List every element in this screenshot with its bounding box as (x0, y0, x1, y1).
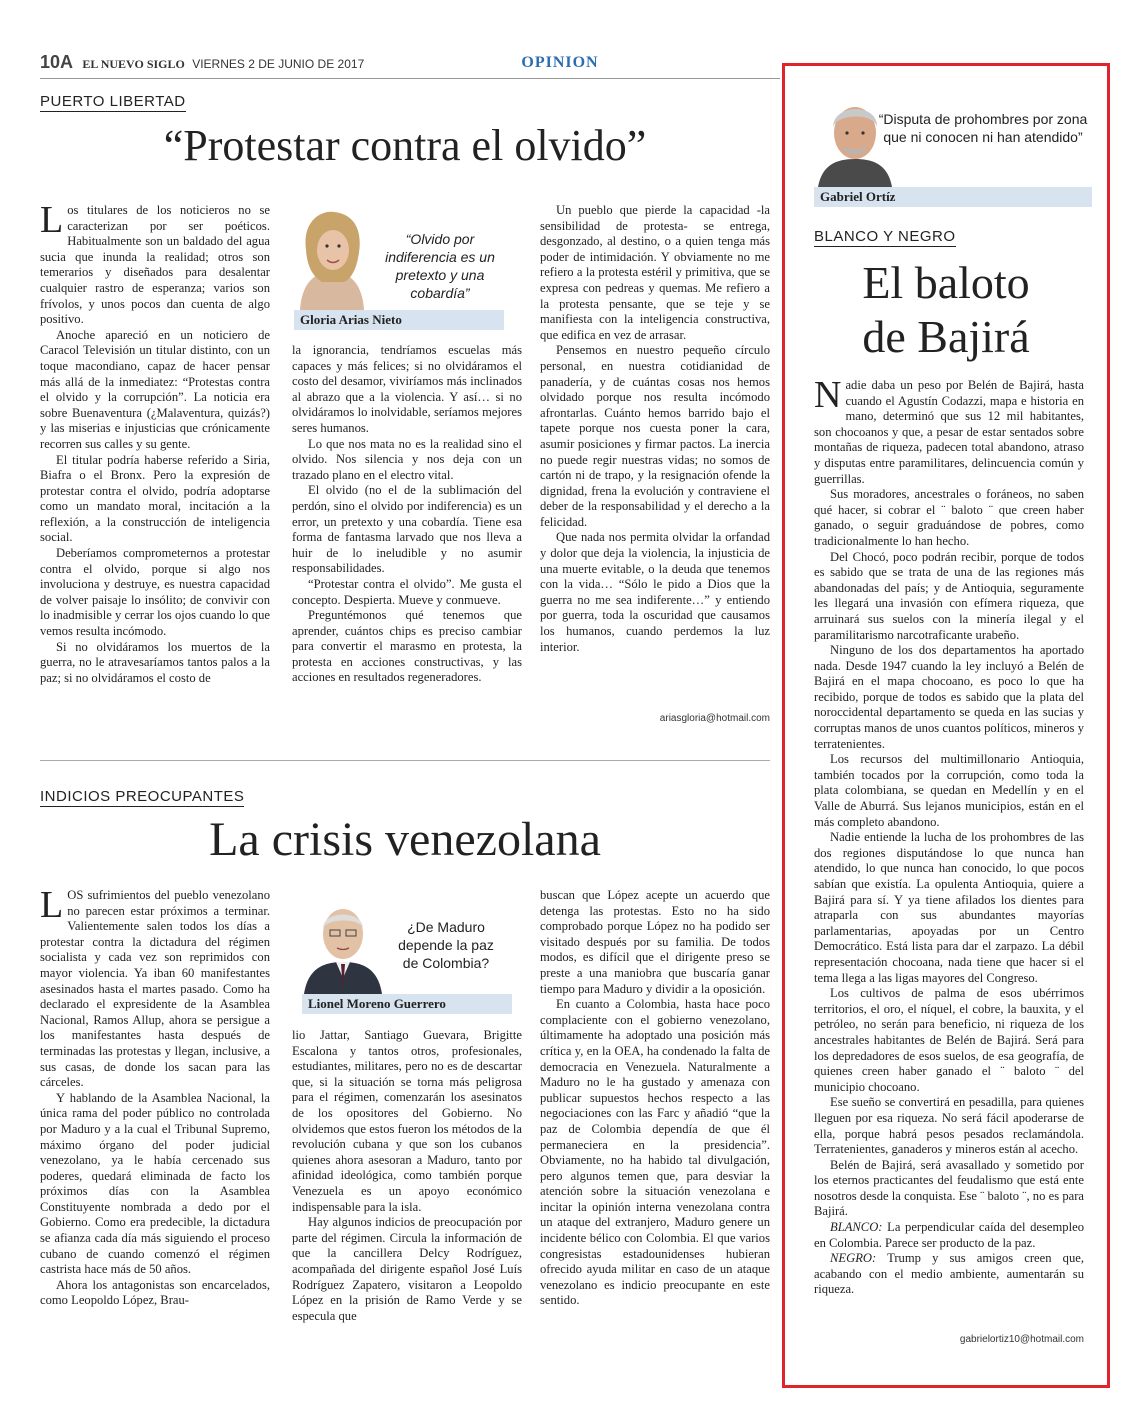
article3-email: gabrielortiz10@hotmail.com (959, 1334, 1084, 1345)
paragraph: Preguntémonos qué tenemos que aprender, cuántos chips es preciso cambiar para convertir el marasmo en protesta, la protesta en acciones constructivas, y las acciones en resultados regeneradores. (292, 608, 522, 685)
article3-body (814, 378, 1084, 1326)
paragraph: Nadie entiende la lucha de los prohombres de las dos regiones disputándose lo que nunca han atendido, lo que nunca han conocido, lo que pocos sabían que existía. La opulenta Antioquia, quiere a Bajirá para sí. Y ya tiene afilados los dientes para atraparla con sus abundantes mayorías parlamentarias, apoyadas por un Centro Democrático. Está lista para dar el zarpazo. La débil representación chocoana, nada tiene que hacer si el tema llega a las ligas mayores del Congreso. (814, 830, 1084, 985)
negro-paragraph (814, 1251, 1084, 1298)
blanco-text: La perpendicular caída del desempleo en Colombia. Parece ser producto de la paz. (814, 1220, 1084, 1250)
article3-byline: Gabriel Ortíz (814, 187, 1092, 207)
paragraph: Hay algunos indicios de preocupación por parte del régimen. Circula la información de que la cancillera Delcy Rodríguez, acompañada del dirigente español José Luís Rodríguez Zapatero, visitaron a Leopoldo López en la prisión de Ramo Verde y se especula que (292, 1215, 522, 1323)
article3-headline-line2: de Bajirá (862, 311, 1030, 362)
article1-email: ariasgloria@hotmail.com (659, 713, 770, 724)
paragraph: “Protestar contra el olvido”. Me gusta el concepto. Despierta. Mueve y conmueve. (292, 576, 522, 607)
paragraph: Y hablando de la Asamblea Nacional, la única rama del poder público no controlada por Maduro y a la cual el Tribunal Supremo, máximo órgano del poder judicial venezolano, ya le había cercenado sus poderes, quedará eliminada de facto los próximos días con la Asamblea Constituyente nombrada a dedo por el Gobierno. Como era predecible, la dictadura se afianza cada día más siguiendo el proceso cubano de cuando comenzó el régimen castrista hace más de 50 años. (40, 1090, 270, 1277)
section-title: OPINION (521, 54, 599, 71)
article1-kicker: PUERTO LIBERTAD (40, 93, 186, 110)
article1-pull-quote: “Olvido por indiferencia es un pretexto y una cobardía” (385, 231, 495, 301)
article2-pull-quote: ¿De Maduro depende la paz de Colombia? (398, 919, 494, 971)
paragraph: Los titulares de los noticieros no se caracterizan por ser poéticos. Habitualmente son un baldado del agua sucia que inunda la realidad; otros son temerarios y diseñados para desalentar cualquier rastro de esperanza; varios son frívolos, y unos pocos dan cuenta de algo positivo. (40, 203, 270, 327)
article1-byline: Gloria Arias Nieto (294, 310, 504, 330)
article3-headline-line1: El baloto (862, 257, 1030, 308)
paragraph: Un pueblo que pierde la capacidad -la sensibilidad de protesta- se entrega, desgonzado, al destino, o a quien tenga más poder de intimidación. Y obviamente no me refiero a la protesta estéril y primitiva, que se expresa con pedreas y quemas. Me refiero a la protesta pensante, que se teje y se manifiesta con la inteligencia constructiva, que edifica en vez de arrasar. (540, 203, 770, 342)
article1-column-3 (540, 203, 770, 708)
article1-column-2 (292, 343, 522, 743)
paragraph: Nadie daba un peso por Belén de Bajirá, hasta cuando el Agustín Codazzi, mapa e historia en mano, determinó que sus 12 mil habitantes, son chocoanos y que, a pesar de estar sentados sobre montañas de riqueza, padecen total abandono, atraso y disputas entre paramilitares, delincuencia común y guerrillas. (814, 378, 1084, 486)
paragraph: Sus moradores, ancestrales o foráneos, no saben qué hacer, si cobrar el ¨ baloto ¨ que creen haber ganado, o seguir graduándose de pobres, como tradicionalmente lo han hecho. (814, 487, 1084, 548)
blanco-label: BLANCO: (830, 1220, 883, 1235)
article1-headline: “Protestar contra el olvido” (163, 121, 647, 170)
page-number: 10A (40, 52, 74, 72)
paragraph: lio Jattar, Santiago Guevara, Brigitte Escalona y tantos otros, profesionales, estudiantes, militares, pero no es de descartar que, si la situación se torna más peligrosa para el régimen, comenzarán los asesinatos de los opositores del Gobierno. No olvidemos que estos fueron los métodos de la revolución cubana y que son los cubanos quienes ahora asesoran a Maduro, tanto por afinidad ideológica, como también porque Venezuela es un apoyo económico indispensable para la isla. (292, 1028, 522, 1214)
blanco-paragraph (814, 1220, 1084, 1251)
article2-column-1 (40, 888, 270, 1378)
paragraph: En cuanto a Colombia, hasta hace poco complaciente con el gobierno venezolano, últimamente ha adoptado una posición más crítica y, en la OEA, ha condenado la falta de democracia en Venezuela. Naturalmente a Maduro no le ha gustado y amenaza con publicar supuestos hechos respecto a las negociaciones con las Farc y añadió “que la paz de Colombia dependía de que él permaneciera en la presidencia”. Obviamente, no ha habido tal divulgación, pero algunos temen que, para desviar la atención sobre la situación venezolana e incitar la opinión interna venezolana contra un ataque del extranjero, Maduro genere un incidente bélico con Colombia. El que varios congresistas estadounidenses hubieran ofrecido ayuda militar en caso de un ataque venezolano es indicio preocupante en este sentido. (540, 997, 770, 1308)
masthead (40, 52, 364, 73)
newspaper-name: EL NUEVO SIGLO (82, 57, 185, 71)
top-rule (40, 78, 780, 79)
paragraph: Que nada nos permita olvidar la orfandad y dolor que deja la violencia, la injusticia de una muerte evitable, o la deuda que tenemos con la vida… “Sólo le pido a Dios que la guerra no me sea indiferente…” y entiendo por guerra, toda la oscuridad que causamos los humanos, cuando perdemos la luz interior. (540, 530, 770, 654)
issue-date: VIERNES 2 DE JUNIO DE 2017 (192, 57, 365, 71)
paragraph: Lo que nos mata no es la realidad sino el olvido. Nos silencia y nos deja con un trazado plano en el electro vital. (292, 436, 522, 482)
paragraph: Anoche apareció en un noticiero de Caracol Televisión un titular distinto, con un toque macondiano, capaz de hacer pensar más allá de la inmediatez: “Protestas contra el olvido y la corrupción”. La noticia era sobre Buenaventura (¿Malaventura, quizás?) y las miserias e injusticias que crónicamente recorren sus calles y su gente. (40, 327, 270, 451)
article2-byline: Lionel Moreno Guerrero (302, 994, 512, 1014)
paragraph: Ahora los antagonistas son encarcelados, como Leopoldo López, Brau- (40, 1277, 270, 1308)
author-photo-lionel (302, 898, 384, 994)
paragraph: Del Chocó, poco podrán recibir, porque de todos es sabido que se trata de una de las regiones más abandonadas del país; y de Antioquia, seguramente les llegará una invasión con efímera riqueza, que arruinará sus suelos con la minería ilegal y el paramilitarismo narcotraficante urabeño. (814, 549, 1084, 642)
negro-text: Trump y sus amigos creen que, acabando con el medio ambiente, aumentarán su riqueza. (814, 1251, 1084, 1297)
article3-headline (790, 256, 1102, 364)
article3-pull-quote: “Disputa de prohombres por zona que ni conocen ni han atendido” (878, 111, 1088, 145)
paragraph: Los recursos del multimillonario Antioquia, también tocados por la corrupción, como toda la plata colombiana, se quedan en Medellín y en el Valle de Aburrá. Sus lejanos municipios, están en el más completo abandono. (814, 752, 1084, 829)
article3-kicker: BLANCO Y NEGRO (814, 228, 956, 245)
article1-column-1 (40, 203, 270, 748)
paragraph: Pensemos en nuestro pequeño círculo personal, en nuestra cotidianidad de panadería, y de cuántas cosas nos hemos olvidado porque nos resulta incómodo afrontarlas. Cuánto hemos barrido bajo el tapete porque nos cuesta poner la cara, asumir posiciones y firmar pactos. La inercia no puede regir nuestras vidas; no somos de cartón ni de trapo, y la resignación ofende la dignidad, frena la evolución y contraviene el deber de la responsabilidad y el derecho a la felicidad. (540, 343, 770, 529)
article-separator (40, 760, 770, 761)
article2-column-2 (292, 1028, 522, 1373)
paragraph: El titular podría haberse referido a Siria, Biafra o el Bronx. Pero la expresión de protestar contra el olvido, podría adoptarse como un mandato moral, incitación a la reflexión, a la construcción de inteligencia social. (40, 452, 270, 545)
paragraph: El olvido (no el de la sublimación del perdón, sino el olvido por indiferencia) es un error, un pretexto y una cobardía. Tiene esa forma de fantasma larvado que nos lleva a huir de lo ineludible y no asumir responsabilidades. (292, 483, 522, 576)
paragraph: LOS sufrimientos del pueblo venezolano no parecen estar próximos a terminar. Valientemente salen todos los días a protestar contra la dictadura del régimen socialista y cada vez son reprimidos con mayor violencia. Ya iban 60 manifestantes asesinados hasta el martes pasado. Como ha declarado el expresidente de la Asamblea Nacional, Ramos Allup, ahora se persigue a los manifestantes hasta después de terminadas las protestas y llegan, inclusive, a sus casas, de donde los sacan para las cárceles. (40, 888, 270, 1090)
paragraph: Si no olvidáramos los muertos de la guerra, no le atravesaríamos tantos palos a la paz; si no olvidáramos el costo de (40, 639, 270, 685)
paragraph: buscan que López acepte un acuerdo que detenga las protestas. Esto no ha sido comprobado porque López no ha podido ser visitado después por su familia. De todos modos, es difícil que el dirigente preso se preste a una maniobra que buscaría ganar tiempo para Maduro y dividir a la oposición. (540, 888, 770, 996)
paragraph: Belén de Bajirá, será avasallado y sometido por los eternos practicantes del feudalismo que está ente nosotros desde la conquista. Ese ¨ baloto ¨, no es para Bajirá. (814, 1157, 1084, 1219)
article2-headline: La crisis venezolana (209, 813, 601, 866)
paragraph: Deberíamos comprometernos a protestar contra el olvido, porque si algo nos involuciona y destruye, es nuestra capacidad de volver paisaje lo insólito; de convivir con lo inadmisible y cerrar los ojos cuando lo que vemos resulta incómodo. (40, 546, 270, 639)
paragraph: Los cultivos de palma de esos ubérrimos territorios, el oro, el níquel, el cobre, la bauxita, y el petróleo, no serán para beneficio, ni riqueza de los ancestrales habitantes de Belén de Bajirá. Será para los depredadores de esos suelos, de esa geografía, de quienes creen haber ganado el ¨ baloto ¨ del municipio chocoano. (814, 986, 1084, 1094)
article2-column-3 (540, 888, 770, 1353)
author-photo-gloria (292, 210, 372, 310)
paragraph: Ese sueño se convertirá en pesadilla, para quienes lleguen por esa riqueza. No será fácil apoderarse de ella, porque habrá pesos pesados reclamándola. Terratenientes, ganaderos y mineros están al acecho. (814, 1095, 1084, 1157)
paragraph: la ignorancia, tendríamos escuelas más capaces y más felices; si no olvidáramos el costo del desamor, viviríamos más inclinados al abrazo que a la violencia. Y así… si no olvidáramos lo inolvidable, seríamos mejores seres humanos. (292, 343, 522, 435)
article2-kicker: INDICIOS PREOCUPANTES (40, 788, 245, 805)
negro-label: NEGRO: (830, 1251, 877, 1266)
paragraph: Ninguno de los dos departamentos ha aportado nada. Desde 1947 cuando la ley incluyó a Belén de Bajirá en el mapa chocoano, es poco lo que ha recibido, porque de todos es sabido que la plata del noroccidental departamento se queda en las sucias y corruptas manos de unos cuantos políticos, mineros y terratenientes. (814, 643, 1084, 751)
